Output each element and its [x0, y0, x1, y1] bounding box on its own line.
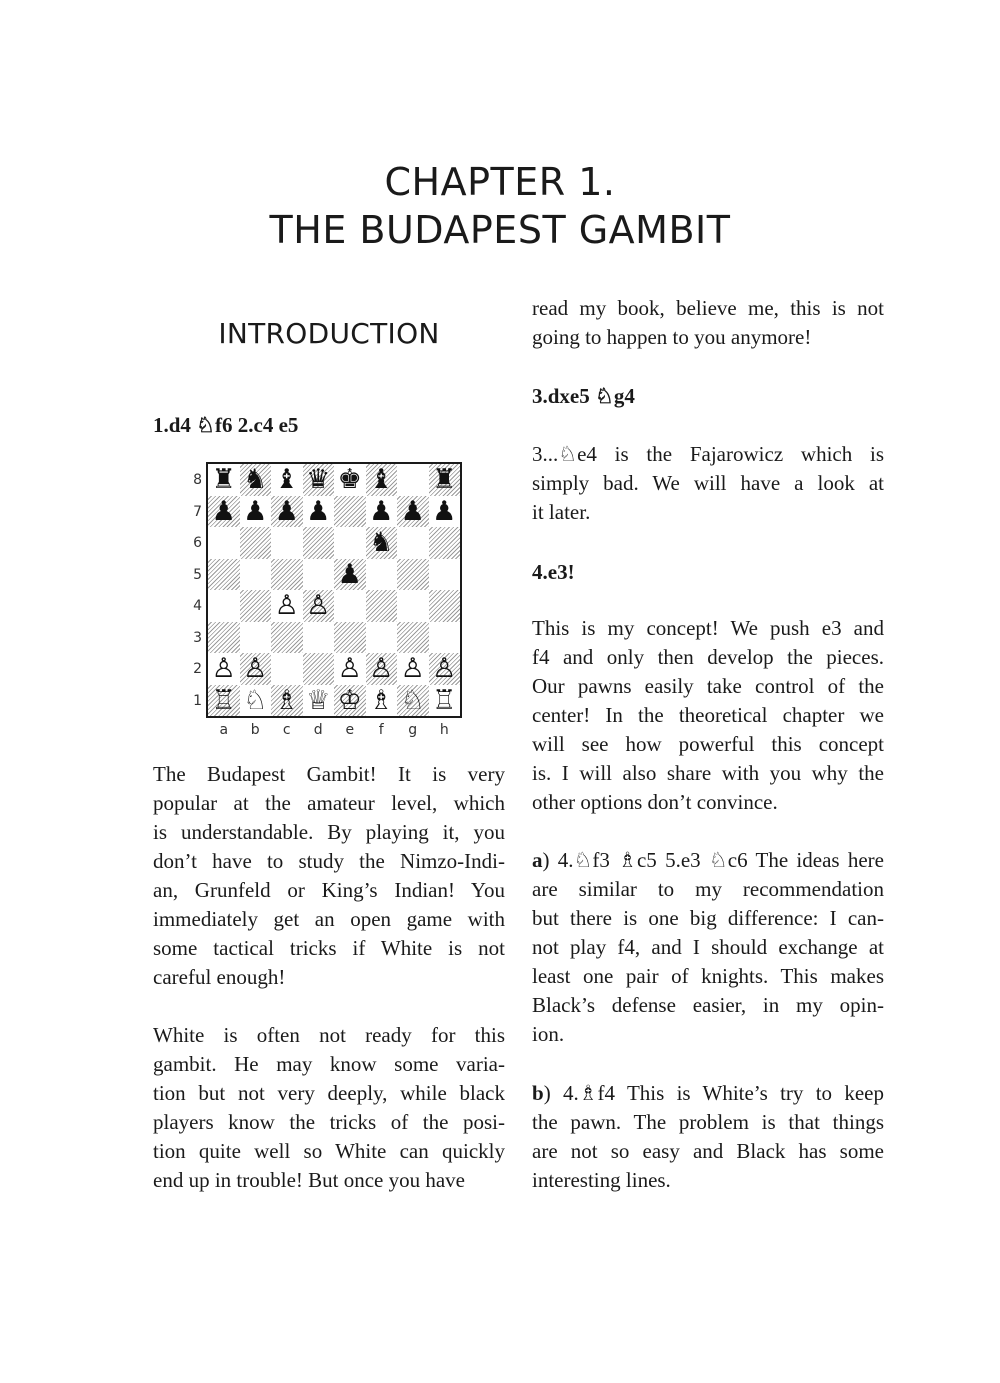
- text-line: Black’s defense easier, in my opin-: [532, 993, 884, 1017]
- text-line: The Budapest Gambit! It is very: [153, 762, 505, 786]
- white-pawn-icon: ♙: [432, 653, 457, 684]
- black-knight-icon: ♞: [243, 464, 268, 495]
- black-queen-icon: ♛: [306, 464, 331, 495]
- black-pawn-icon: ♟: [211, 495, 236, 527]
- move-4-e3: 4.e3!: [532, 560, 575, 584]
- rank-label: 2: [193, 661, 202, 677]
- white-knight-icon: ♘: [243, 684, 268, 716]
- text-line: not play f4, and I should exchange at: [532, 935, 884, 959]
- board-square-e4: [334, 590, 366, 622]
- opening-moves: 1.d4 ♘f6 2.c4 e5: [153, 413, 299, 437]
- board-square-a5: [208, 559, 240, 591]
- text-line: careful enough!: [153, 965, 286, 989]
- text-line: is. I will also share with you why the: [532, 761, 884, 785]
- rank-label: 1: [193, 692, 202, 709]
- white-pawn-icon: ♙: [243, 653, 268, 684]
- right-para-2: [532, 614, 884, 817]
- board-square-g5: [397, 559, 429, 591]
- right-para-1: [532, 440, 884, 527]
- chapter-number: CHAPTER 1.: [384, 160, 616, 204]
- text-line: tion but not very deeply, while black: [153, 1081, 505, 1105]
- white-bishop-icon: ♗: [274, 684, 299, 716]
- board-square-a4: [208, 590, 240, 622]
- file-label: c: [282, 722, 291, 738]
- black-pawn-icon: ♟: [432, 495, 457, 527]
- file-label: a: [219, 722, 229, 738]
- text-line: it later.: [532, 500, 591, 524]
- text-line: an, Grunfeld or King’s Indian! You: [153, 878, 505, 902]
- rank-label: 8: [193, 472, 202, 488]
- left-para-1: [153, 760, 505, 992]
- white-bishop-icon: ♗: [369, 684, 394, 716]
- chess-diagram: [188, 462, 468, 742]
- chess-board: [206, 462, 462, 718]
- text-line: [532, 846, 884, 875]
- white-king-icon: ♔: [337, 684, 362, 716]
- chapter-title: [0, 158, 1000, 254]
- white-pawn-icon: ♙: [369, 653, 394, 684]
- text-line: This is my concept! We push e3 and: [532, 616, 884, 640]
- black-bishop-icon: ♝: [369, 464, 394, 495]
- white-rook-icon: ♖: [211, 684, 236, 716]
- black-knight-icon: ♞: [369, 527, 394, 558]
- text-line: end up in trouble! But once you have: [153, 1168, 466, 1192]
- rank-label: 6: [193, 535, 202, 551]
- black-pawn-icon: ♟: [400, 495, 425, 527]
- board-square-c6: [271, 527, 303, 559]
- board-square-e3: [334, 622, 366, 654]
- text-line: center! In the theoretical chapter we: [532, 703, 884, 727]
- option-text: ) 4.♗f4 This is White’s try to keep: [543, 1081, 884, 1105]
- board-square-h5: [429, 559, 461, 591]
- text-line: popular at the amateur level, which: [153, 791, 505, 815]
- black-bishop-icon: ♝: [274, 464, 299, 495]
- board-square-b4: [240, 590, 272, 622]
- board-square-c2: [271, 653, 303, 685]
- board-square-d3: [303, 622, 335, 654]
- file-label: e: [345, 722, 355, 738]
- board-square-f5: [366, 559, 398, 591]
- text-line: read my book, believe me, this is not: [532, 296, 884, 320]
- board-square-h4: [429, 590, 461, 622]
- board-square-h3: [429, 622, 461, 654]
- board-square-f3: [366, 622, 398, 654]
- board-square-g6: [397, 527, 429, 559]
- text-line: don’t have to study the Nimzo-Indi-: [153, 849, 505, 873]
- board-square-a6: [208, 527, 240, 559]
- text-line: 3...♘e4 is the Fajarowicz which is: [532, 442, 884, 466]
- white-pawn-icon: ♙: [211, 653, 236, 684]
- rank-label: 7: [193, 503, 202, 520]
- black-pawn-icon: ♟: [369, 495, 394, 527]
- text-line: but there is one big difference: I can-: [532, 906, 884, 930]
- board-square-h6: [429, 527, 461, 559]
- left-para-2: [153, 1021, 505, 1195]
- board-square-e7: [334, 496, 366, 528]
- text-line: immediately get an open game with: [153, 907, 505, 931]
- white-pawn-icon: ♙: [306, 590, 331, 621]
- text-line: players know the tricks of the posi-: [153, 1110, 505, 1134]
- white-rook-icon: ♖: [432, 684, 457, 716]
- rank-label: 3: [193, 629, 202, 646]
- black-pawn-icon: ♟: [274, 495, 299, 527]
- black-rook-icon: ♜: [432, 464, 457, 495]
- text-line: gambit. He may know some varia-: [153, 1052, 505, 1076]
- text-line: interesting lines.: [532, 1168, 671, 1192]
- text-line: tion quite well so White can quickly: [153, 1139, 505, 1163]
- board-square-a3: [208, 622, 240, 654]
- text-line: [532, 1079, 884, 1108]
- text-line: f4 and only then develop the pieces.: [532, 645, 884, 669]
- white-queen-icon: ♕: [306, 684, 331, 716]
- black-pawn-icon: ♟: [243, 495, 268, 527]
- text-line: are not so easy and Black has some: [532, 1139, 884, 1163]
- option-label: b: [532, 1081, 544, 1105]
- white-pawn-icon: ♙: [274, 590, 299, 621]
- chapter-name: THE BUDAPEST GAMBIT: [269, 208, 731, 252]
- rank-label: 5: [193, 566, 202, 583]
- board-square-b6: [240, 527, 272, 559]
- file-label: g: [408, 722, 418, 738]
- text-line: will see how powerful this concept: [532, 732, 884, 756]
- black-pawn-icon: ♟: [337, 558, 362, 590]
- right-para-0: [532, 294, 884, 352]
- text-line: ion.: [532, 1022, 565, 1046]
- board-square-d5: [303, 559, 335, 591]
- white-knight-icon: ♘: [400, 684, 425, 716]
- file-label: b: [250, 722, 260, 738]
- board-square-g8: [397, 464, 429, 496]
- text-line: some tactical tricks if White is not: [153, 936, 505, 960]
- board-square-d2: [303, 653, 335, 685]
- file-label: h: [439, 722, 449, 738]
- text-line: simply bad. We will have a look at: [532, 471, 884, 495]
- board-square-g3: [397, 622, 429, 654]
- file-label: f: [378, 722, 384, 738]
- board-square-b5: [240, 559, 272, 591]
- rank-label: 4: [193, 598, 202, 614]
- file-label: d: [313, 722, 323, 738]
- board-square-e6: [334, 527, 366, 559]
- text-line: least one pair of knights. This makes: [532, 964, 884, 988]
- intro-heading: INTRODUCTION: [218, 317, 440, 350]
- text-line: White is often not ready for this: [153, 1023, 505, 1047]
- text-line: are similar to my recommendation: [532, 877, 884, 901]
- text-line: going to happen to you anymore!: [532, 325, 812, 349]
- white-pawn-icon: ♙: [337, 653, 362, 684]
- black-rook-icon: ♜: [211, 464, 236, 495]
- option-text: ) 4.♘f3 ♗c5 5.e3 ♘c6 The ideas here: [542, 848, 884, 872]
- text-line: is understandable. By playing it, you: [153, 820, 505, 844]
- move-3-dxe5: 3.dxe5 ♘g4: [532, 384, 635, 408]
- board-square-g4: [397, 590, 429, 622]
- option-b: [532, 1079, 884, 1195]
- board-square-f4: [366, 590, 398, 622]
- board-square-c3: [271, 622, 303, 654]
- option-a: [532, 846, 884, 1049]
- black-king-icon: ♚: [337, 464, 362, 495]
- text-line: Our pawns easily take control of the: [532, 674, 884, 698]
- board-square-d6: [303, 527, 335, 559]
- text-line: other options don’t convince.: [532, 790, 778, 814]
- board-square-b3: [240, 622, 272, 654]
- option-label: a: [532, 848, 543, 872]
- white-pawn-icon: ♙: [400, 653, 425, 684]
- text-line: the pawn. The problem is that things: [532, 1110, 884, 1134]
- board-square-c5: [271, 559, 303, 591]
- black-pawn-icon: ♟: [306, 495, 331, 527]
